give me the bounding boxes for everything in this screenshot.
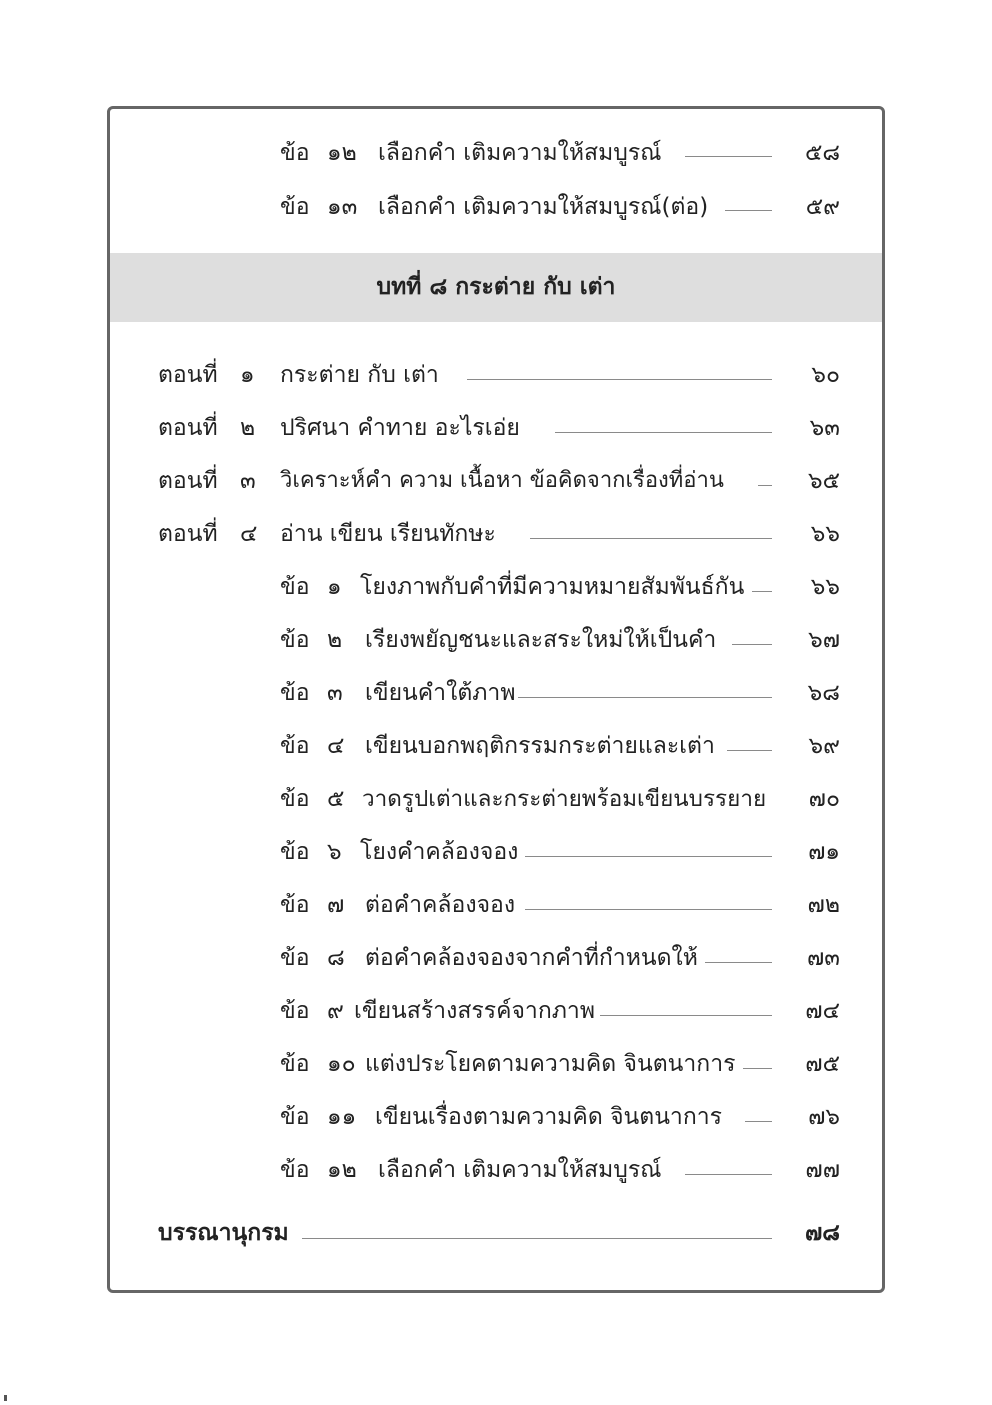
toc-row[interactable] xyxy=(110,726,882,766)
leader-line xyxy=(302,1238,772,1239)
item-label: ข้อ xyxy=(280,998,310,1024)
toc-row[interactable] xyxy=(110,991,882,1031)
leader-line xyxy=(600,1015,772,1016)
page-number: ๕๘ xyxy=(805,140,841,166)
section-number: ๓ xyxy=(240,468,256,494)
leader-line xyxy=(525,856,772,857)
page-number: ๖๖ xyxy=(810,574,840,600)
toc-row[interactable] xyxy=(110,133,882,173)
section-label: ตอนที่ xyxy=(158,521,218,547)
page-number: ๗๔ xyxy=(805,998,840,1024)
toc-row-section[interactable] xyxy=(110,355,882,395)
toc-row[interactable] xyxy=(110,567,882,607)
section-number: ๒ xyxy=(240,415,256,441)
page-number: ๖๖ xyxy=(810,521,840,547)
item-number: ๓ xyxy=(327,680,343,706)
item-number: ๕ xyxy=(327,786,345,812)
leader-line xyxy=(518,697,772,698)
page-number: ๖๐ xyxy=(811,362,840,388)
page-number: ๖๕ xyxy=(807,468,840,494)
chapter-heading: บทที่ ๘ กระต่าย กับ เต่า xyxy=(110,253,882,322)
item-title: ต่อคำคล้องจองจากคำที่กำหนดให้ xyxy=(365,945,698,971)
section-label: ตอนที่ xyxy=(158,468,218,494)
item-number: ๑๑ xyxy=(327,1104,357,1130)
section-label: ตอนที่ xyxy=(158,362,218,388)
toc-row[interactable] xyxy=(110,1150,882,1190)
section-number: ๔ xyxy=(240,521,258,547)
section-title: อ่าน เขียน เรียนทักษะ xyxy=(280,521,496,547)
leader-line xyxy=(743,1068,772,1069)
item-number: ๑ xyxy=(327,574,342,600)
item-label: ข้อ xyxy=(280,1104,310,1130)
toc-row-bibliography[interactable] xyxy=(110,1213,882,1253)
item-title: ต่อคำคล้องจอง xyxy=(365,892,516,918)
bibliography-title: บรรณานุกรม xyxy=(158,1220,289,1246)
page-number: ๗๘ xyxy=(805,1220,841,1246)
item-title: เขียนสร้างสรรค์จากภาพ xyxy=(354,998,596,1024)
toc-row[interactable] xyxy=(110,620,882,660)
page-number: ๗๕ xyxy=(805,1051,840,1077)
leader-line xyxy=(727,750,772,751)
scan-mark xyxy=(4,1395,7,1401)
toc-row[interactable] xyxy=(110,832,882,872)
toc-row[interactable] xyxy=(110,187,882,227)
item-number: ๗ xyxy=(327,892,345,918)
page-number: ๗๗ xyxy=(805,1157,840,1183)
toc-row[interactable] xyxy=(110,779,882,819)
toc-row[interactable] xyxy=(110,1044,882,1084)
leader-line xyxy=(530,538,772,539)
item-number: ๘ xyxy=(327,945,345,971)
item-number: ๖ xyxy=(327,839,342,865)
item-title: โยงภาพกับคำที่มีความหมายสัมพันธ์กัน xyxy=(360,574,745,600)
leader-line xyxy=(745,1121,772,1122)
leader-line xyxy=(685,1174,772,1175)
page-number: ๖๘ xyxy=(807,680,840,706)
item-label: ข้อ xyxy=(280,194,310,220)
leader-line xyxy=(752,591,772,592)
page-number: ๖๗ xyxy=(808,627,840,653)
item-number: ๑๒ xyxy=(327,140,357,166)
item-number: ๑๒ xyxy=(327,1157,357,1183)
leader-line xyxy=(555,432,772,433)
item-label: ข้อ xyxy=(280,140,310,166)
leader-line xyxy=(525,909,772,910)
item-title: เลือกคำ เติมความให้สมบูรณ์ xyxy=(378,140,662,166)
item-label: ข้อ xyxy=(280,1157,310,1183)
page-number: ๗๖ xyxy=(808,1104,840,1130)
section-title: กระต่าย กับ เต่า xyxy=(280,362,439,388)
page-number: ๗๒ xyxy=(807,892,840,918)
item-title: เขียนเรื่องตามความคิด จินตนาการ xyxy=(375,1104,723,1130)
item-label: ข้อ xyxy=(280,627,310,653)
item-label: ข้อ xyxy=(280,786,310,812)
toc-frame xyxy=(107,106,885,1293)
item-title: วาดรูปเต่าและกระต่ายพร้อมเขียนบรรยาย xyxy=(362,786,767,812)
leader-line xyxy=(725,210,772,211)
item-number: ๔ xyxy=(327,733,345,759)
item-label: ข้อ xyxy=(280,945,310,971)
item-number: ๑๐ xyxy=(327,1051,356,1077)
leader-line xyxy=(685,156,772,157)
page-number: ๖๓ xyxy=(809,415,840,441)
item-label: ข้อ xyxy=(280,680,310,706)
toc-row[interactable] xyxy=(110,673,882,713)
section-title: ปริศนา คำทาย อะไรเอ่ย xyxy=(280,415,520,441)
item-title: เลือกคำ เติมความให้สมบูรณ์(ต่อ) xyxy=(378,194,709,220)
leader-line xyxy=(732,644,772,645)
toc-row-section[interactable] xyxy=(110,461,882,501)
leader-line xyxy=(705,962,772,963)
toc-row-section[interactable] xyxy=(110,408,882,448)
item-label: ข้อ xyxy=(280,1051,310,1077)
section-number: ๑ xyxy=(240,362,255,388)
item-title: โยงคำคล้องจอง xyxy=(360,839,519,865)
page-number: ๕๙ xyxy=(805,194,840,220)
page-number: ๗๐ xyxy=(808,786,840,812)
item-title: แต่งประโยคตามความคิด จินตนาการ xyxy=(365,1051,736,1077)
item-title: เลือกคำ เติมความให้สมบูรณ์ xyxy=(378,1157,662,1183)
item-title: เรียงพยัญชนะและสระใหม่ให้เป็นคำ xyxy=(365,627,717,653)
toc-row[interactable] xyxy=(110,938,882,978)
item-label: ข้อ xyxy=(280,574,310,600)
item-title: เขียนคำใต้ภาพ xyxy=(365,680,516,706)
leader-line xyxy=(758,485,772,486)
item-label: ข้อ xyxy=(280,733,310,759)
item-number: ๒ xyxy=(327,627,343,653)
page-number: ๖๙ xyxy=(808,733,840,759)
page-number: ๗๓ xyxy=(806,945,840,971)
page-number: ๗๑ xyxy=(808,839,840,865)
item-number: ๑๓ xyxy=(327,194,358,220)
item-label: ข้อ xyxy=(280,839,310,865)
item-title: เขียนบอกพฤติกรรมกระต่ายและเต่า xyxy=(365,733,715,759)
item-number: ๙ xyxy=(327,998,344,1024)
leader-line xyxy=(467,379,772,380)
section-label: ตอนที่ xyxy=(158,415,218,441)
toc-row[interactable] xyxy=(110,1097,882,1137)
toc-row-section[interactable] xyxy=(110,514,882,554)
toc-row[interactable] xyxy=(110,885,882,925)
section-title: วิเคราะห์คำ ความ เนื้อหา ข้อคิดจากเรื่องที่อ่าน xyxy=(280,468,724,493)
item-label: ข้อ xyxy=(280,892,310,918)
